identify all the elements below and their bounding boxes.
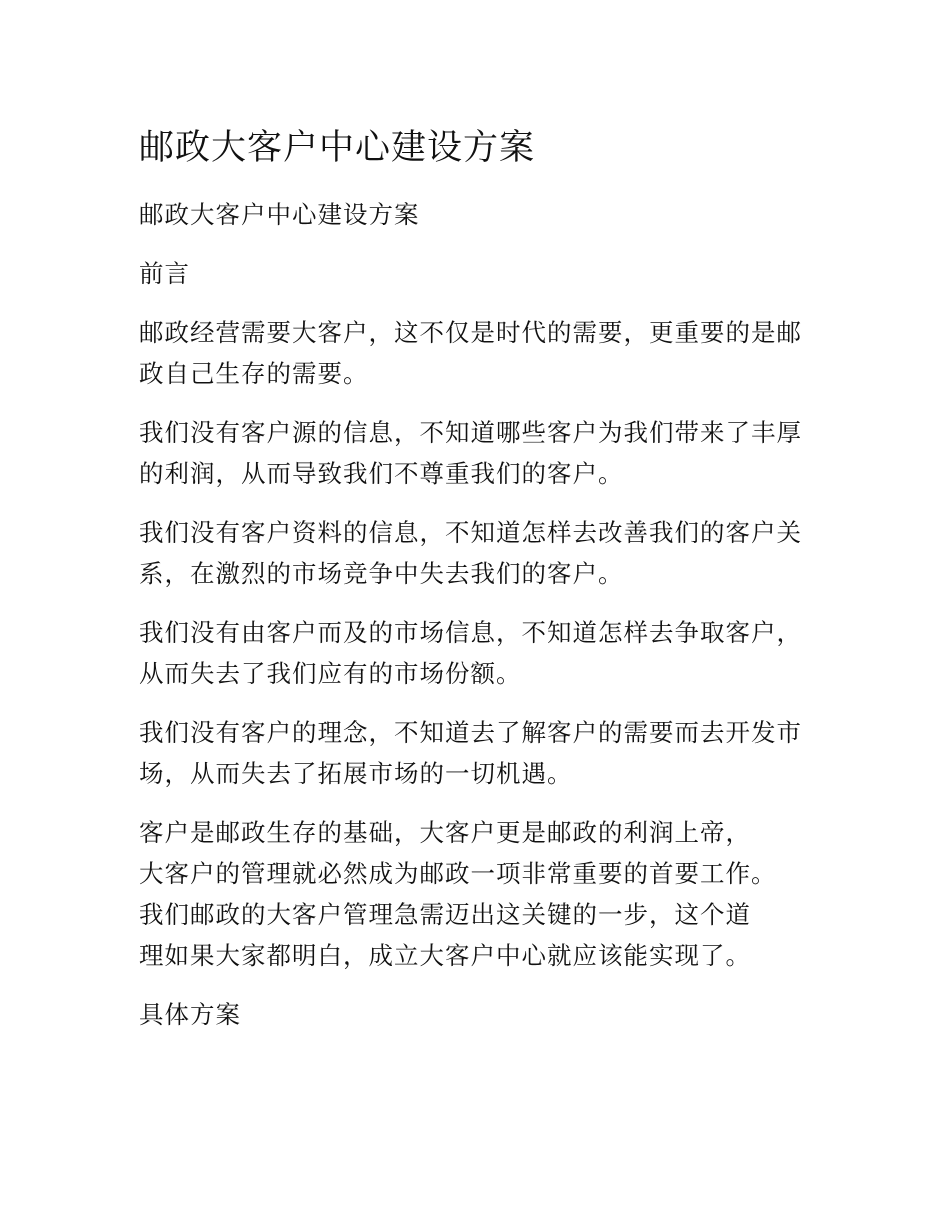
paragraph-4: 我们没有由客户而及的市场信息，不知道怎样去争取客户，从而失去了我们应有的市场份额。: [139, 618, 802, 688]
paragraph-5: 我们没有客户的理念，不知道去了解客户的需要而去开发市场，从而失去了拓展市场的一切机遇。: [139, 718, 802, 788]
section-heading-preface: 前言: [139, 259, 190, 288]
paragraph-1: 邮政经营需要大客户，这不仅是时代的需要，更重要的是邮政自己生存的需要。: [139, 318, 802, 388]
document-subtitle: 邮政大客户中心建设方案: [139, 200, 420, 229]
paragraph-2: 我们没有客户源的信息，不知道哪些客户为我们带来了丰厚的利润，从而导致我们不尊重我们的客户。: [139, 418, 802, 488]
paragraph-6: [139, 812, 819, 976]
document-content: [139, 120, 819, 1035]
document-title: 邮政大客户中心建设方案: [139, 128, 536, 168]
paragraph-6-line-2: 大客户的管理就必然成为邮政一项非常重要的首要工作。: [139, 859, 777, 888]
paragraph-3: 我们没有客户资料的信息，不知道怎样去改善我们的客户关系，在激烈的市场竞争中失去我们的客户。: [139, 518, 802, 588]
section-heading-plan: 具体方案: [139, 1000, 241, 1029]
paragraph-6-line-1: 客户是邮政生存的基础，大客户更是邮政的利润上帝，: [139, 818, 751, 847]
paragraph-6-line-3: 我们邮政的大客户管理急需迈出这关键的一步，这个道: [139, 900, 751, 929]
paragraph-6-line-4: 理如果大家都明白，成立大客户中心就应该能实现了。: [139, 941, 751, 970]
